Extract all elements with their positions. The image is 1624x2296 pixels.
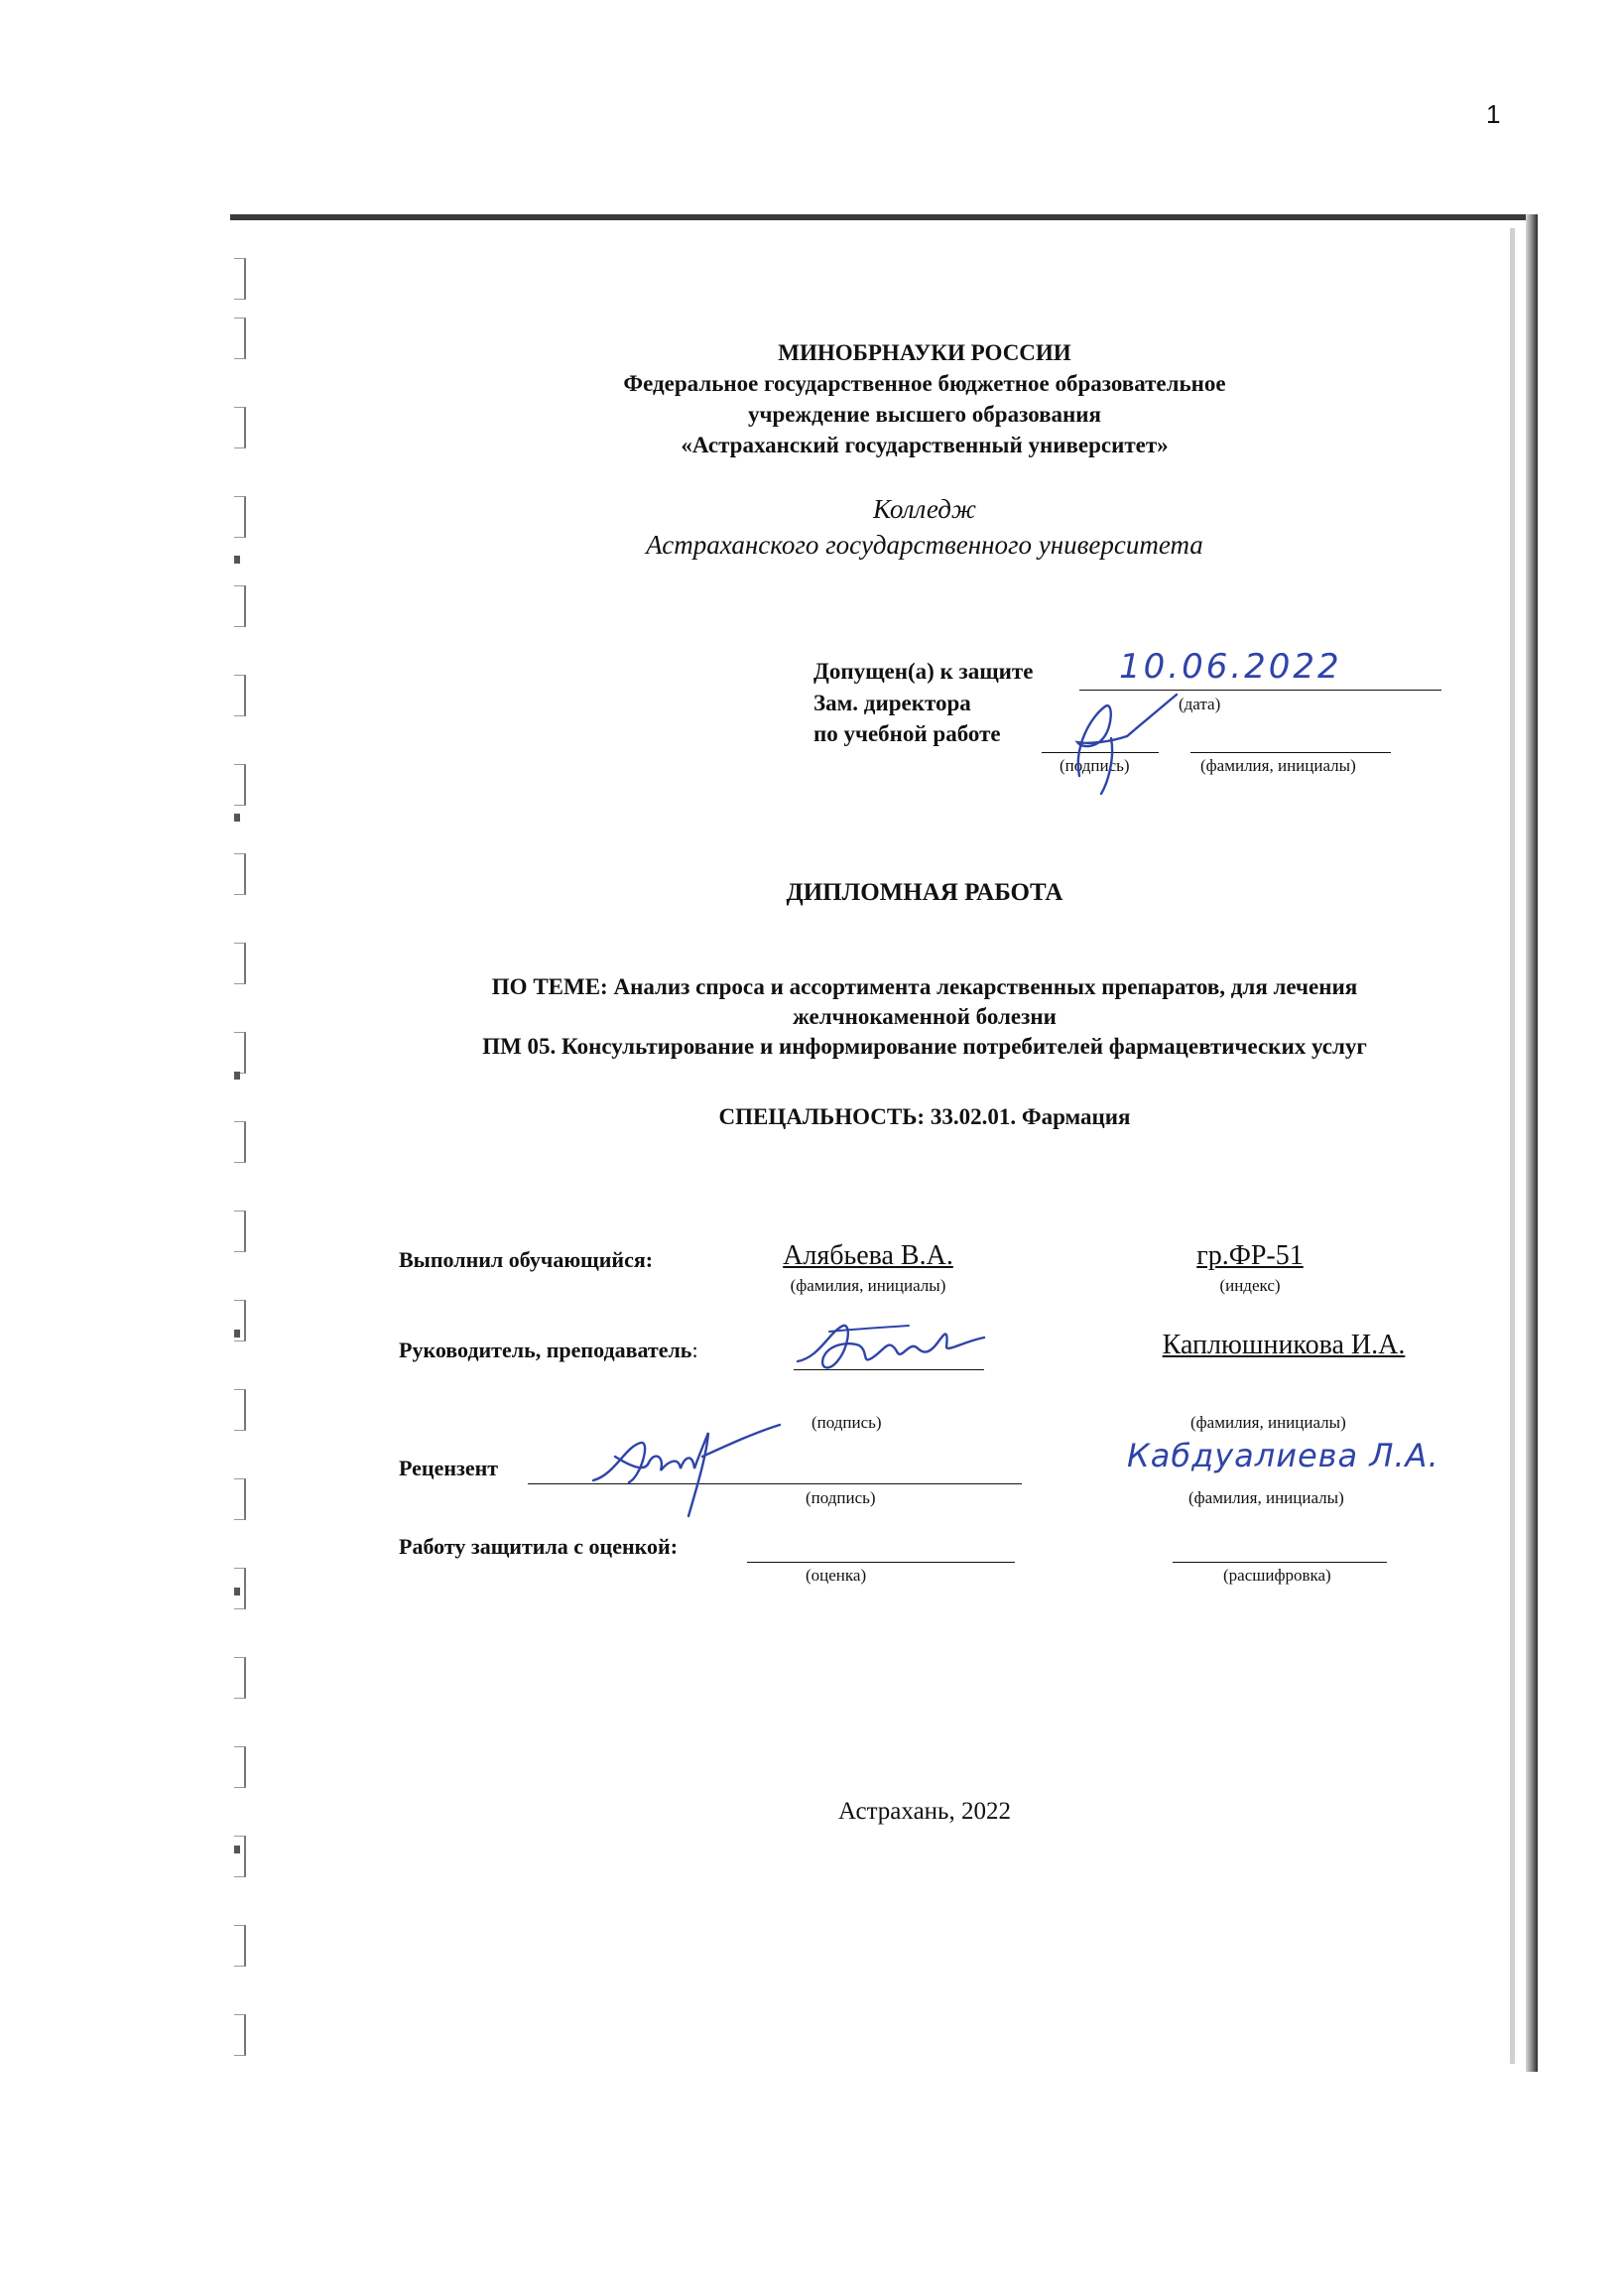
supervisor-colon: : — [691, 1338, 698, 1362]
work-type: ДИПЛОМНАЯ РАБОТА — [786, 879, 1063, 906]
scanned-sheet — [230, 214, 1538, 2072]
decode-line — [1173, 1562, 1387, 1563]
sheet-right-edge — [1526, 214, 1538, 2072]
reviewer-signature — [585, 1417, 784, 1526]
student-name-caption: (фамилия, инициалы) — [790, 1276, 946, 1295]
supervisor-name-caption: (фамилия, инициалы) — [1190, 1413, 1346, 1432]
grade-caption: (оценка) — [806, 1566, 867, 1585]
supervisor-label-row — [399, 1338, 698, 1363]
grade-line — [747, 1562, 1015, 1563]
deputy-sign-caption: (подпись) — [1060, 756, 1130, 775]
module-title: ПМ 05. Консультирование и информирование потребителей фармацевтических услуг — [482, 1034, 1367, 1059]
grade-label: Работу защитила с оценкой: — [399, 1534, 679, 1559]
sheet-right-shadow — [1510, 228, 1515, 2064]
college-line-2: Астраханского государственного университета — [646, 530, 1203, 560]
sheet-top-edge — [230, 214, 1538, 220]
student-label: Выполнил обучающийся: — [399, 1247, 654, 1272]
binding-holes — [230, 258, 250, 2074]
university-name: «Астраханский государственный университет» — [681, 433, 1169, 457]
reviewer-sign-caption: (подпись) — [806, 1488, 876, 1507]
city-year: Астрахань, 2022 — [838, 1798, 1011, 1825]
supervisor-sign-caption: (подпись) — [812, 1413, 882, 1432]
institution-line-2: учреждение высшего образования — [748, 402, 1101, 427]
supervisor-signature — [790, 1312, 998, 1381]
page-number: 1 — [1486, 99, 1501, 129]
student-name: Алябьева В.А. — [783, 1240, 953, 1271]
admitted-label: Допущен(а) к защите — [813, 659, 1034, 684]
topic-line-2: желчнокаменной болезни — [793, 1004, 1057, 1029]
specialty: СПЕЦАЛЬНОСТЬ: 33.02.01. Фармация — [718, 1104, 1131, 1129]
reviewer-name-caption: (фамилия, инициалы) — [1188, 1488, 1344, 1507]
group-index: гр.ФР-51 — [1196, 1240, 1304, 1271]
deputy-name-line — [1190, 752, 1391, 753]
reviewer-name-handwritten: Кабдуалиева Л.А. — [1127, 1437, 1439, 1474]
date-caption: (дата) — [1179, 695, 1221, 713]
topic-line-1: ПО ТЕМЕ: Анализ спроса и ассортимента лекарственных препаратов, для лечения — [491, 974, 1358, 999]
deputy-signature — [1050, 687, 1198, 801]
admitted-date-handwritten: 10.06.2022 — [1119, 647, 1342, 687]
group-caption: (индекс) — [1219, 1276, 1281, 1295]
institution-line-1: Федеральное государственное бюджетное образовательное — [623, 371, 1226, 396]
supervisor-name: Каплюшникова И.А. — [1162, 1330, 1406, 1360]
supervisor-label: Руководитель, преподаватель — [399, 1338, 692, 1362]
deputy-line-1: Зам. директора — [813, 691, 971, 715]
deputy-line-2: по учебной работе — [813, 721, 1001, 746]
reviewer-label: Рецензент — [399, 1456, 499, 1480]
ministry-name: МИНОБРНАУКИ РОССИИ — [778, 340, 1071, 365]
college-line-1: Колледж — [872, 494, 977, 524]
deputy-name-caption: (фамилия, инициалы) — [1200, 756, 1356, 775]
decode-caption: (расшифровка) — [1223, 1566, 1331, 1585]
